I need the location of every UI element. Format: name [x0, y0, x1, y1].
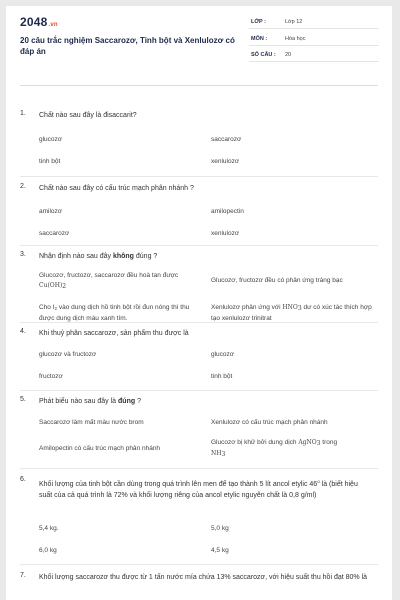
meta-subject-label: MÔN : [251, 36, 268, 42]
option-b[interactable]: Glucozơ, fructozơ đều có phản ứng tráng bạc [211, 277, 343, 284]
meta-count-label: SỐ CÂU : [251, 52, 276, 58]
question-number: 3. [20, 251, 26, 258]
option-d[interactable]: tinh bột [211, 373, 233, 380]
meta-subject [249, 33, 379, 46]
meta-count [249, 49, 379, 62]
question-text: Chất nào sau đây là đisaccarit? [39, 112, 137, 119]
option-a[interactable]: amilozơ [39, 208, 63, 215]
option-c[interactable]: tinh bột [39, 158, 61, 165]
option-a[interactable]: 5,4 kg. [39, 525, 59, 532]
divider [20, 390, 378, 391]
question-number: 4. [20, 328, 26, 335]
question-number: 6. [20, 476, 26, 483]
option-a[interactable]: glucozơ và fructozơ [39, 351, 97, 358]
question-text: Phát biểu nào sau đây là đúng ? [39, 398, 141, 405]
divider [20, 245, 378, 246]
option-d[interactable]: 4,5 kg [211, 547, 229, 554]
header-divider [20, 85, 378, 86]
question-text: Khối lượng saccarozơ thu được từ 1 tấn nước mía chứa 13% saccarozơ, với hiệu suất thu hồi đạt 80% là [39, 574, 368, 581]
question-number: 5. [20, 396, 26, 403]
option-b[interactable]: Xenlulozơ có cấu trúc mạch phân nhánh [211, 419, 328, 426]
worksheet-page [6, 6, 392, 600]
meta-grade-label: LỚP : [251, 19, 266, 25]
option-d[interactable]: xenlulozơ [211, 158, 240, 165]
question-text: Chất nào sau đây có cấu trúc mạch phân nhánh ? [39, 185, 194, 192]
option-b[interactable]: saccarozơ [211, 136, 242, 143]
meta-count-value: 20 [285, 52, 292, 58]
site-logo[interactable] [20, 15, 58, 29]
option-c[interactable]: Amilopectin có cấu trúc mạch phân nhánh [39, 445, 161, 452]
option-a[interactable]: Saccarozơ làm mất màu nước brom [39, 419, 144, 426]
option-a[interactable]: glucozơ [39, 136, 63, 143]
question-text: Khối lượng của tinh bột cần dùng trong quá trình lên men để tạo thành 5 lít ancol etylic 46$^o$ là (biết hiệu suất của cả quá trình là 72% và khối lượng riêng của ancol etylic nguyên chất là 0,8 g/ml) [39, 479, 358, 499]
logo-text: 2048 [20, 15, 48, 29]
option-b[interactable]: 5,0 kg [211, 525, 229, 532]
divider [20, 468, 378, 469]
question-number: 7. [20, 572, 26, 579]
question-text: Nhận định nào sau đây không đúng ? [39, 253, 158, 260]
question-number: 1. [20, 110, 26, 117]
logo-suffix: .vn [48, 22, 58, 28]
divider [20, 322, 378, 323]
option-d[interactable]: xenlulozơ [211, 230, 240, 237]
meta-grade-value: Lớp 12 [285, 19, 303, 25]
option-c[interactable]: 6,0 kg [39, 547, 57, 554]
divider [20, 564, 378, 565]
question-number: 2. [20, 183, 26, 190]
meta-grade [249, 16, 379, 29]
divider [20, 176, 378, 177]
option-d[interactable]: Glucozơ bị khử bởi dung dịch AgNO3 trong NH3 [211, 439, 338, 458]
option-c[interactable]: Cho $I_2$ vào dung dịch hồ tinh bột rồi đun nóng thì thu được dung dịch màu xanh tím. [39, 304, 190, 322]
option-c[interactable]: fructozơ [39, 373, 63, 380]
option-c[interactable]: saccarozơ [39, 230, 70, 237]
option-a[interactable]: Glucozơ, fructozơ, saccarozơ đều hoà tan được Cu(OH)2 [39, 272, 179, 290]
question-text: Khi thuỷ phân saccarozơ, sản phẩm thu được là [39, 330, 189, 337]
option-d[interactable]: Xenlulozơ phản ứng với HNO3 dư có xúc tác thích hợp tạo xenlulozơ trinitrat [211, 304, 372, 322]
worksheet-header [6, 6, 392, 86]
option-b[interactable]: amilopectin [211, 208, 244, 215]
page-title: 20 câu trắc nghiệm Saccarozơ, Tinh bột và Xenlulozơ có đáp án [20, 36, 235, 56]
option-b[interactable]: glucozơ [211, 351, 235, 358]
meta-subject-value: Hóa học [285, 36, 306, 42]
